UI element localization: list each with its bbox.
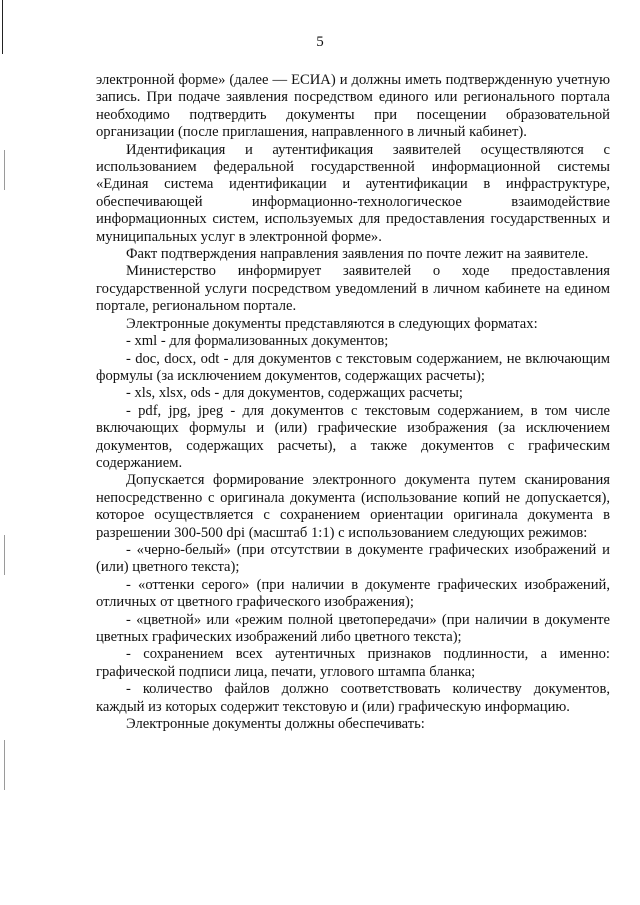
list-item: - pdf, jpg, jpeg - для документов с текстовым содержанием, в том числе включающих формулы и (или) графические изображения (за исключением документов, содержащих расчеты), а также документов с графическим содержанием. (96, 402, 610, 471)
list-item: - «черно-белый» (при отсутствии в документе графических изображений и (или) цветного текста); (96, 541, 610, 576)
page-number: 5 (316, 34, 324, 50)
scan-margin-mark (4, 535, 5, 575)
list-item: - xls, xlsx, ods - для документов, содержащих расчеты; (126, 385, 463, 402)
list-item: - «цветной» или «режим полной цветопередачи» (при наличии в документе цветных графических изображений либо цветного текста); (96, 611, 610, 645)
scan-margin-mark (4, 150, 5, 190)
scan-margin-mark (4, 740, 5, 790)
list-item: - количество файлов должно соответствовать количеству документов, каждый из которых содержит текстовую и (или) графическую информацию. (96, 681, 610, 715)
document-body (96, 72, 610, 733)
list-item: - «оттенки серого» (при наличии в документе графических изображений, отличных от цветного графического изображения); (96, 576, 610, 611)
paragraph: Факт подтверждения направления заявления по почте лежит на заявителе. (126, 246, 589, 263)
list-item: - xml - для формализованных документов; (126, 333, 389, 350)
paragraph: Министерство информирует заявителей о ходе предоставления государственной услуги посредством уведомлений в личном кабинете на едином портале, региональном портале. (96, 263, 610, 315)
list-item: - сохранением всех аутентичных признаков подлинности, а именно: графической подписи лица, печати, углового штампа бланка; (96, 646, 610, 680)
paragraph: Электронные документы представляются в следующих форматах: (126, 315, 538, 332)
paragraph: Допускается формирование электронного документа путем сканирования непосредственно с оригинала документа (использование копий не допускается), которое осуществляется с сохранением ориентации оригинала документа в разрешении 300-500 dpi (масштаб 1:1) с использованием следующих режимов: (96, 472, 610, 541)
paragraph: электронной форме» (далее — ЕСИА) и должны иметь подтвержденную учетную запись. При подаче заявления посредством единого или регионального портала необходимо подтвердить документы при посещении образовательной организации (после приглашения, направленного в личный кабинет). (96, 72, 610, 141)
paragraph: Идентификация и аутентификация заявителей осуществляются с использованием федеральной государственной информационной системы «Единая система идентификации и аутентификации в инфраструктуре, обеспечивающей информационно-технологическое взаимодействие информационных систем, используемых для предоставления государственных и муниципальных услуг в электронной форме». (96, 141, 610, 245)
paragraph: Электронные документы должны обеспечивать: (126, 716, 425, 733)
list-item: - doc, docx, odt - для документов с текстовым содержанием, не включающим формулы (за исключением документов, содержащих расчеты); (96, 350, 610, 384)
